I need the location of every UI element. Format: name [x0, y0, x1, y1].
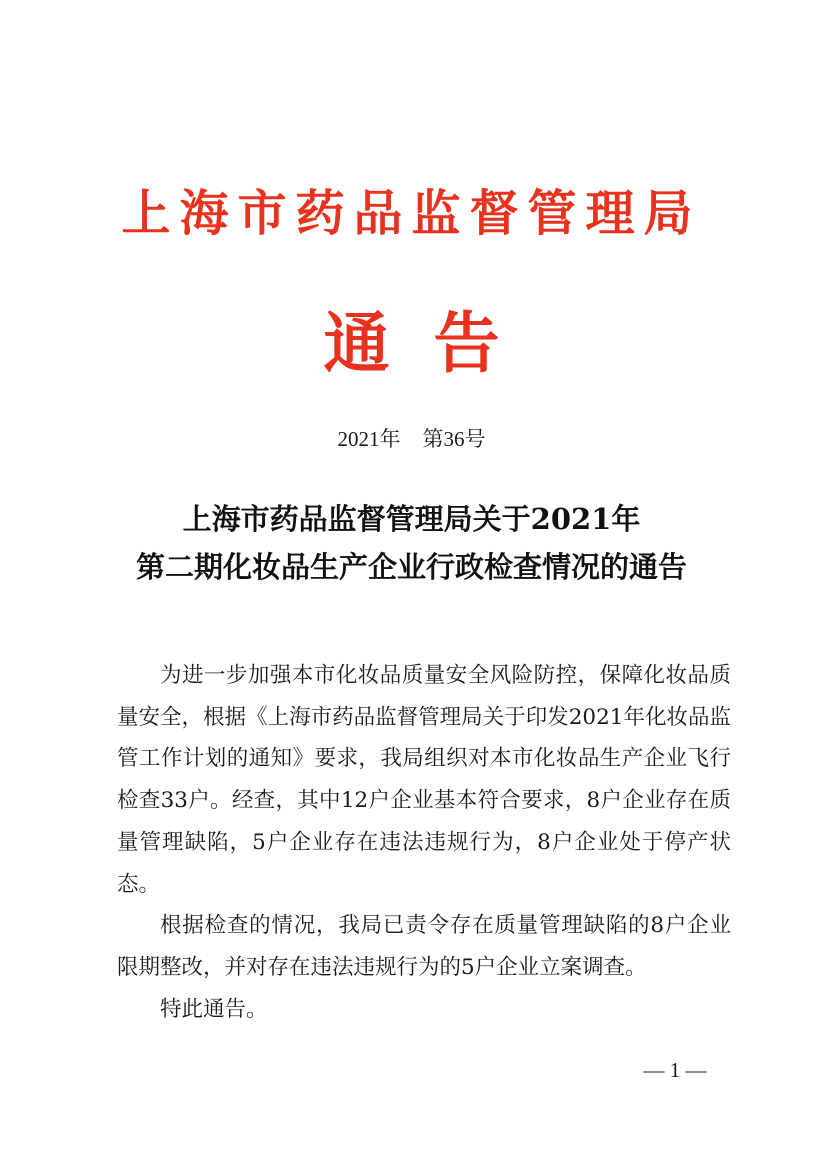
document-body — [117, 655, 731, 1030]
title-line-1: 上海市药品监督管理局关于2021年 — [182, 502, 641, 536]
issuing-agency-header: 上海市药品监督管理局 — [121, 184, 702, 242]
document-title — [0, 495, 823, 591]
title-line-2: 第二期化妆品生产企业行政检查情况的通告 — [135, 550, 687, 584]
document-type-heading: 通告 — [323, 304, 544, 382]
closing-statement: 特此通告。 — [160, 996, 268, 1022]
document-number — [0, 424, 823, 454]
document-year: 2021年 — [337, 427, 401, 451]
page-number: — 1 — — [643, 1058, 707, 1082]
document-serial-number: 第36号 — [422, 427, 486, 451]
body-paragraph-1: 为进一步加强本市化妆品质量安全风险防控，保障化妆品质量安全，根据《上海市药品监督管理局关于印发2021年化妆品监管工作计划的通知》要求，我局组织对本市化妆品生产企业飞行检查33户。经查，其中12户企业基本符合要求，8户企业存在质量管理缺陷，5户企业存在违法违规行为，8户企业处于停产状态。 — [117, 663, 731, 897]
body-paragraph-2: 根据检查的情况，我局已责令存在质量管理缺陷的8户企业限期整改，并对存在违法违规行为的5户企业立案调查。 — [117, 913, 731, 980]
